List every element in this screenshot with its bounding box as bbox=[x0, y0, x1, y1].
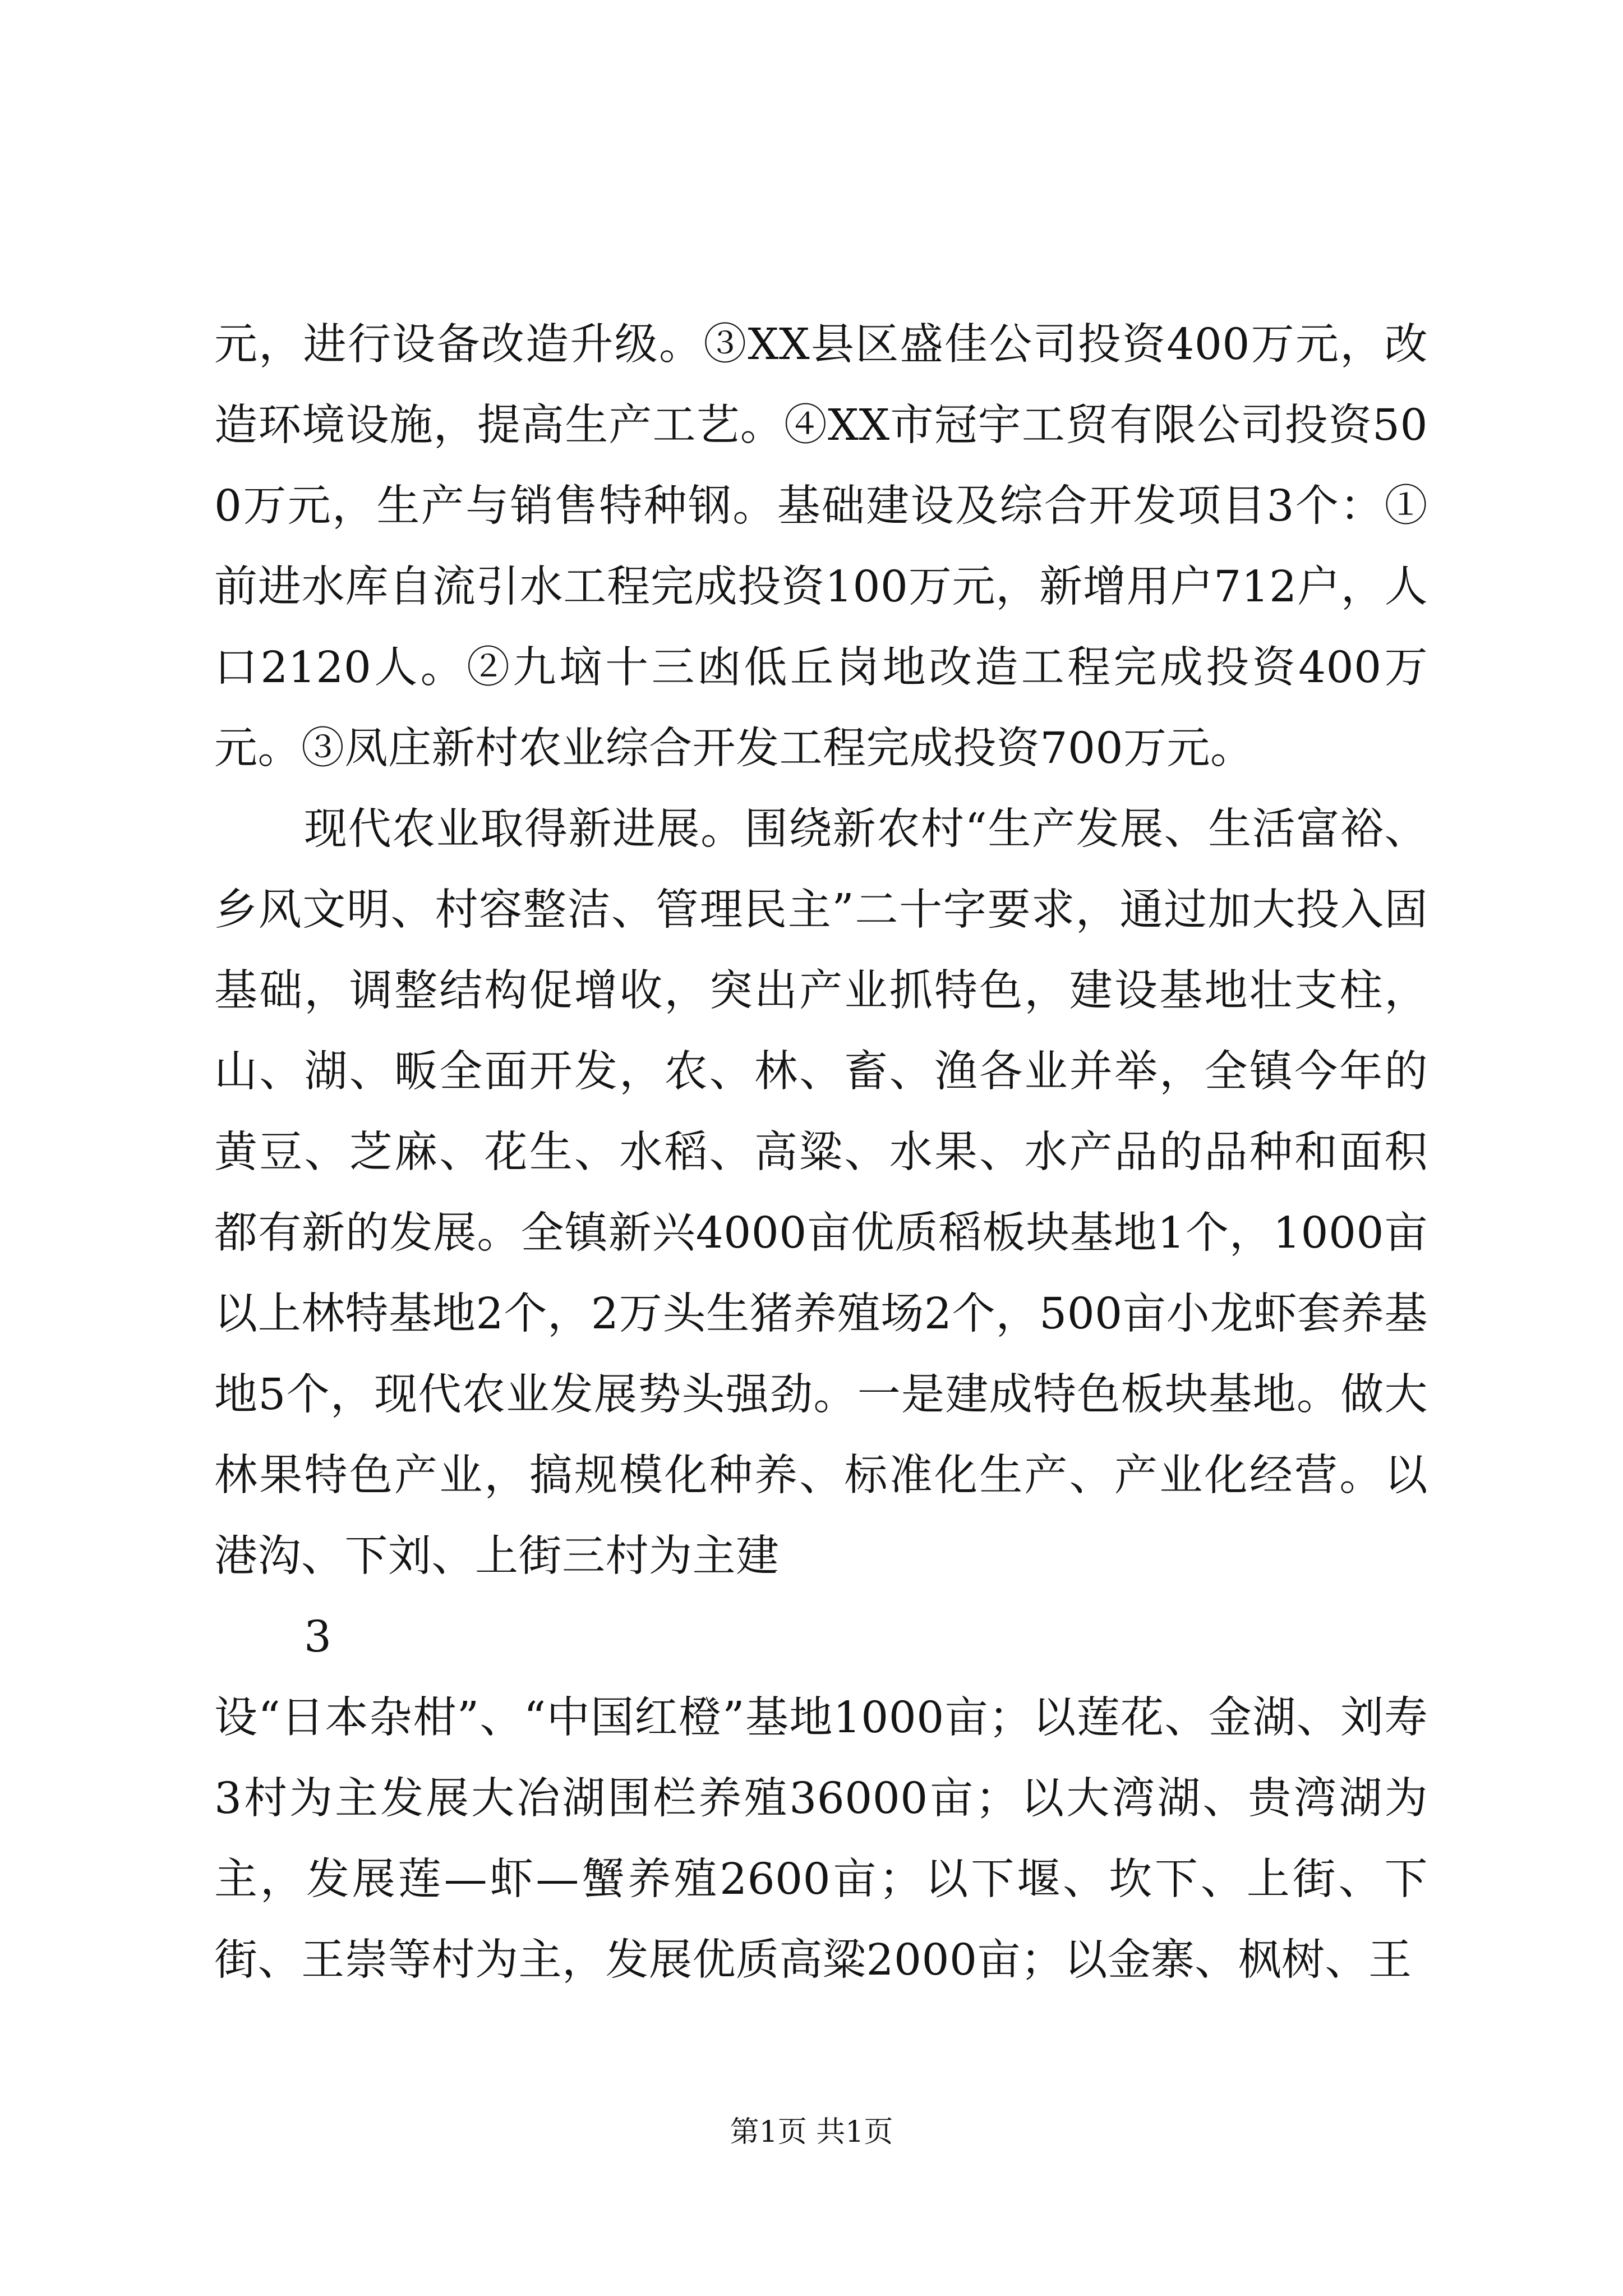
page-footer: 第1页 共1页 bbox=[730, 2115, 893, 2149]
paragraph-modern-agriculture: 现代农业取得新进展。围绕新农村“生产发展、生活富裕、乡风文明、村容整洁、管理民主”二十字要求，通过加大投入固基础，调整结构促增收，突出产业抓特色，建设基地壮支柱，山、湖、畈全面开发，农、林、畜、渔各业并举，全镇今年的黄豆、芝麻、花生、水稻、高粱、水果、水产品的品种和面积都有新的发展。全镇新兴4000亩优质稻板块基地1个，1000亩以上林特基地2个，2万头生猪养殖场2个，500亩小龙虾套养基地5个，现代农业发展势头强劲。一是建成特色板块基地。做大林果特色产业，搞规模化种养、标准化生产、产业化经营。以港沟、下刘、上街三村为主建 bbox=[214, 804, 1428, 1581]
paragraph-base-construction: 设“日本杂柑”、“中国红橙”基地1000亩；以莲花、金湖、刘寿3村为主发展大冶湖围栏养殖36000亩；以大湾湖、贵湾湖为主，发展莲—虾—蟹养殖2600亩；以下堰、坎下、上街、下街、王崇等村为主，发展优质高粱2000亩；以金寨、枫树、王 bbox=[214, 1693, 1428, 1985]
document-body bbox=[214, 305, 1428, 2001]
paragraph-investment-projects: 元，进行设备改造升级。③XX县区盛佳公司投资400万元，改造环境设施，提高生产工艺。④XX市冠宇工贸有限公司投资500万元，生产与销售特种钢。基础建设及综合开发项目3个：①前进水库自流引水工程完成投资100万元，新增用户712户，人口2120人。②九垴十三凼低丘岗地改造工程完成投资400万元。③凤庄新村农业综合开发工程完成投资700万元。 bbox=[214, 320, 1428, 774]
inline-page-number: 3 bbox=[304, 1612, 332, 1662]
